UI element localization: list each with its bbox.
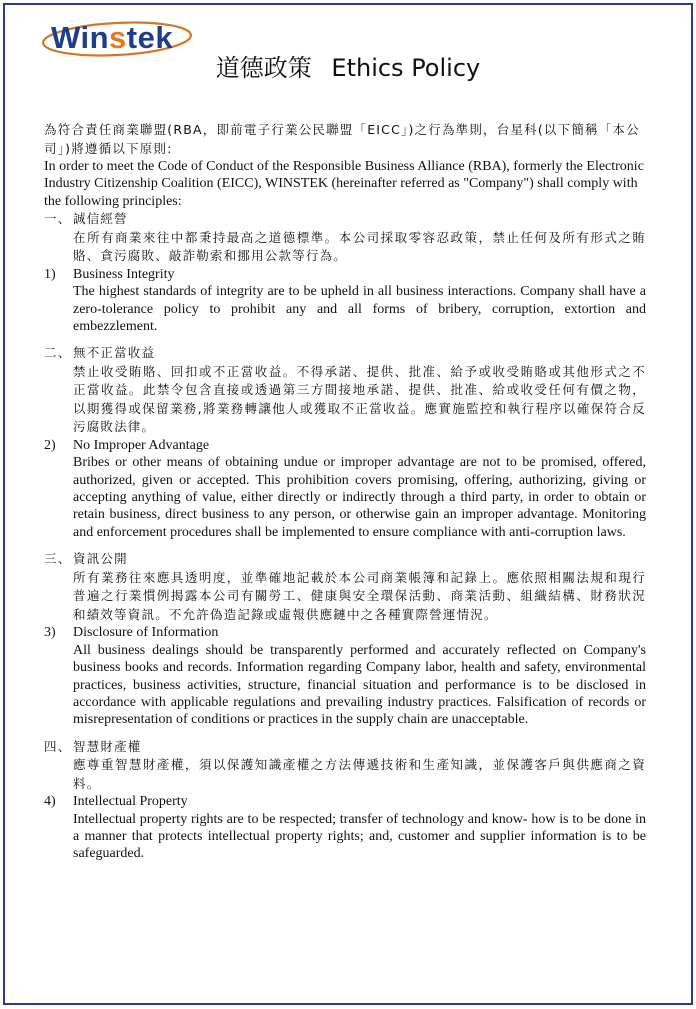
section-1-en-heading [44,266,646,283]
intro-zh: 為符合責任商業聯盟(RBA，即前電子行業公民聯盟「EICC」)之行為準則，台星科(以下簡稱「本公司」)將遵循以下原則: [44,122,640,156]
section-4-en-heading [44,793,646,810]
section-1-zh-heading [44,210,646,229]
section-3-zh-heading [44,550,646,569]
logo-wordmark: Winstek [51,20,174,55]
section-2-zh-heading [44,344,646,363]
section-4-zh-number: 四、 [44,738,72,754]
section-4-zh-heading [44,738,646,757]
section-4-en-number: 4) [44,794,56,810]
section-2-zh-number: 二、 [44,345,72,361]
section-2-zh-title: 無不正當收益 [73,345,156,361]
section-2-zh-body: 禁止收受賄賂、回扣或不正當收益。不得承諾、提供、批准、給予或收受賄賂或其他形式之不正當收益。此禁令包含直接或透過第三方間接地承諾、提供、批准、給或收受任何有價之物，以期獲得或保留業務,將業務轉讓他人或獲取不正當收益。應實施監控和執行程序以確保符合反污腐敗法律。 [73,363,646,435]
policy-body [44,121,646,863]
section-3-en-title: Disclosure of Information [73,625,219,641]
section-1-en-number: 1) [44,266,56,282]
section-3-zh-body: 所有業務往來應具透明度，並準確地記載於本公司商業帳簿和記錄上。應依照相關法規和現行普遍之行業慣例揭露本公司有關勞工、健康與安全環保活動、商業活動、組織結構、財務狀況和績效等資訊。不允許偽造記錄或虛報供應鏈中之各種實際營運情況。 [73,569,646,622]
section-3-en-heading [44,624,646,641]
page-title [0,48,696,83]
section-2-en-heading [44,437,646,454]
section-1-en-body: The highest standards of integrity are to be upheld in all business interactions. Company shall have a zero-tolerance policy to prohibit any and all forms of bribery, corruption, extortion and embezzlement. [73,284,646,334]
section-2-en-title: No Improper Advantage [73,437,210,453]
section-3-en-body: All business dealings should be transparently performed and accurately reflected on Company's business books and records. Information regarding Company labor, health and safety, environmental practices, business activities, structure, financial situation and performance is to be disclosed in accordance with applicable regulations and prevailing industry practices. Falsification of records or misrepresentation of conditions or practices in the supply chain are unacceptable. [73,642,646,728]
section-3-en-number: 3) [44,625,56,641]
section-1-zh-body: 在所有商業來往中都秉持最高之道德標準。本公司採取零容忍政策，禁止任何及所有形式之賄賂、貪污腐敗、敲詐勒索和挪用公款等行為。 [73,229,646,264]
section-4-zh-body: 應尊重智慧財產權，須以保護知識產權之方法傳遞技術和生產知識，並保護客戶與供應商之資料。 [73,757,646,791]
section-4-en-title: Intellectual Property [73,794,188,810]
title-en: Ethics Policy [331,54,481,82]
section-4-en-body: Intellectual property rights are to be respected; transfer of technology and know- how is to be done in a manner that protects intellectual property rights; and, customer and supplier information is to be safeguarded. [73,811,646,862]
section-1-en-title: Business Integrity [73,266,175,282]
section-1-zh-number: 一、 [44,211,72,227]
section-2-en-body: Bribes or other means of obtaining undue or improper advantage are not to be promised, offered, authorized, given or accepted. This prohibition covers promising, offering, authorizing, giving or accepting anything of value, either directly or indirectly through a third party, in order to obtain or retain business, direct business to any person, or otherwise gain an improper advantage. Monitoring and enforcement procedures shall be implemented to ensure compliance with anti-corruption laws. [73,455,646,540]
title-zh: 道德政策 [215,54,312,82]
intro-en: In order to meet the Code of Conduct of the Responsible Business Alliance (RBA), formerly the Electronic Industry Citizenship Coalition (EICC), WINSTEK (hereinafter referred as "Company") shall comply with the following principles: [44,159,644,209]
section-4-zh-title: 智慧財產權 [73,738,142,754]
section-1-zh-title: 誠信經營 [73,211,128,227]
section-3-zh-number: 三、 [44,551,72,567]
section-3-zh-title: 資訊公開 [73,551,128,567]
section-2-en-number: 2) [44,437,56,453]
